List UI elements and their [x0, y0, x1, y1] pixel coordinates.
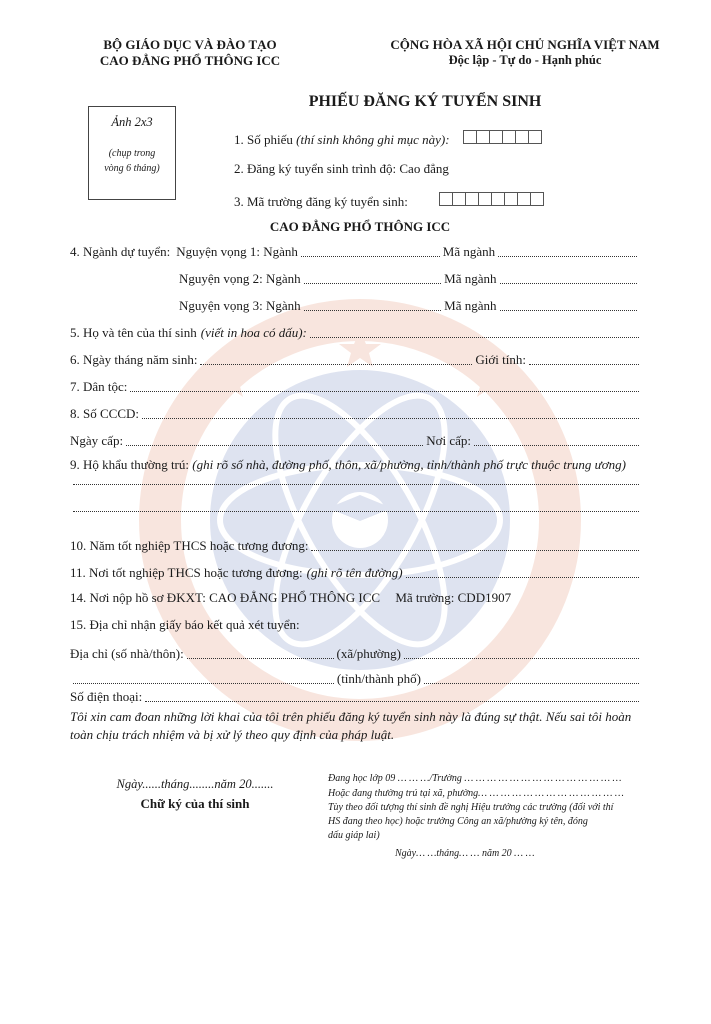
residence-line-2[interactable] — [70, 511, 642, 515]
major-choice-2-label: Nguyện vọng 2: Ngành — [179, 271, 301, 286]
major-code-2-label: Mã ngành — [444, 271, 497, 286]
major-choice-3-label: Nguyện vọng 3: Ngành — [179, 298, 301, 313]
dob-row[interactable] — [70, 352, 642, 368]
confirm-line-2: Hoặc đang thường trú tại xã, phường… … … … … … … … … … … … … — [328, 788, 624, 799]
grad-place-note: (ghi rõ tên đường) — [306, 565, 403, 580]
gender-field[interactable] — [529, 364, 639, 365]
address-field[interactable] — [187, 658, 334, 659]
major-choice-1-field[interactable] — [301, 256, 440, 257]
issue-date-field[interactable] — [126, 445, 423, 446]
photo-note-2: vòng 6 tháng) — [104, 163, 160, 174]
photo-size-label: Ảnh 2x3 — [111, 115, 153, 129]
phone-field[interactable] — [145, 701, 639, 702]
confirm-line-5: dấu giáp lai) — [328, 830, 380, 841]
major-choice-2-row[interactable] — [179, 271, 640, 287]
photo-note-1: (chụp trong — [108, 148, 156, 159]
ticket-number-note: (thí sinh không ghi mục này): — [296, 132, 450, 147]
major-label: 4. Ngành dự tuyển: — [70, 244, 171, 259]
school-name: CAO ĐẲNG PHỔ THÔNG ICC — [99, 53, 281, 68]
confirm-line-4: HS đang theo học) hoặc trưởng Công an xã/phường ký tên, đóng — [328, 816, 588, 827]
full-name-label: 5. Họ và tên của thí sinh — [70, 325, 197, 340]
province-prefix-field[interactable] — [73, 683, 334, 684]
grad-place-field[interactable] — [406, 577, 639, 578]
full-name-note: (viết in hoa có dấu): — [200, 325, 307, 340]
dob-label: 6. Ngày tháng năm sinh: — [70, 352, 198, 367]
residence-field-2[interactable] — [73, 511, 639, 512]
issue-row[interactable] — [70, 433, 642, 449]
school-code-boxes[interactable] — [439, 192, 544, 206]
ticket-number-boxes — [463, 130, 542, 144]
id-number-row[interactable] — [70, 406, 642, 422]
residence-label: 9. Hộ khẩu thường trú: — [70, 457, 189, 472]
republic-name: CỘNG HÒA XÃ HỘI CHỦ NGHĨA VIỆT NAM — [390, 37, 660, 52]
result-address-label: 15. Địa chỉ nhận giấy báo kết quả xét tuyển: — [70, 617, 300, 632]
submit-place-label: 14. Nơi nộp hồ sơ ĐKXT: CAO ĐẲNG PHỔ THÔNG ICC — [70, 590, 381, 605]
school-code-label: 3. Mã trường đăng ký tuyển sinh: — [234, 194, 408, 209]
issue-place-field[interactable] — [474, 445, 639, 446]
major-code-1-label: Mã ngành — [442, 244, 496, 259]
province-row[interactable] — [70, 671, 642, 687]
address-label: Địa chỉ (số nhà/thôn): — [70, 646, 184, 661]
declaration-line-1: Tôi xin cam đoan những lời khai của tôi trên phiếu đăng ký tuyển sinh này là đúng sự thật. Nếu sai tôi hoàn — [70, 709, 632, 724]
major-choice-1-label: Nguyện vọng 1: Ngành — [176, 244, 298, 259]
ward-field[interactable] — [404, 658, 639, 659]
ethnicity-label: 7. Dân tộc: — [70, 379, 128, 394]
confirm-line-1: Đang học lớp 09 … … …/Trường … … … … … … … … … … … … … … — [328, 773, 622, 784]
id-number-field[interactable] — [142, 418, 639, 419]
major-code-3-label: Mã ngành — [444, 298, 497, 313]
submit-place-row — [70, 590, 511, 606]
photo-placeholder[interactable] — [88, 106, 176, 200]
full-name-field[interactable] — [310, 337, 639, 338]
address-row[interactable] — [70, 646, 642, 662]
grad-place-label: 11. Nơi tốt nghiệp THCS hoặc tương đương: — [70, 565, 303, 580]
grad-year-row[interactable] — [70, 538, 642, 554]
grad-year-label: 10. Năm tốt nghiệp THCS hoặc tương đương: — [70, 538, 309, 553]
school-code-value: Mã trường: CDD1907 — [395, 590, 512, 605]
major-choice-3-row[interactable] — [179, 298, 640, 314]
gender-label: Giới tính: — [475, 352, 526, 367]
declaration-line-2: toàn chịu trách nhiệm và bị xử lý theo quy định của pháp luật. — [70, 727, 395, 742]
residence-note: (ghi rõ số nhà, đường phố, thôn, xã/phường, tỉnh/thành phố trực thuộc trung ương) — [192, 457, 626, 472]
grad-place-row[interactable] — [70, 565, 642, 581]
confirm-line-3: Tùy theo đối tượng thí sinh đề nghị Hiệu trưởng các trường (đối với thí — [328, 802, 614, 813]
confirm-date: Ngày… …tháng… … năm 20 … … — [395, 848, 535, 859]
full-name-row[interactable] — [70, 325, 642, 341]
ward-label: (xã/phường) — [336, 646, 401, 661]
grad-year-field[interactable] — [311, 550, 639, 551]
major-code-2-field[interactable] — [500, 283, 637, 284]
national-motto: Độc lập - Tự do - Hạnh phúc — [448, 53, 602, 67]
form-title: PHIẾU ĐĂNG KÝ TUYỂN SINH — [308, 93, 542, 110]
province-label: (tỉnh/thành phố) — [336, 671, 421, 686]
province-field[interactable] — [424, 683, 639, 684]
major-code-3-field[interactable] — [500, 310, 637, 311]
major-choice-2-field[interactable] — [304, 283, 441, 284]
residence-line-1[interactable] — [70, 484, 642, 488]
issue-date-label: Ngày cấp: — [70, 433, 124, 448]
major-choice-1-row[interactable] — [70, 244, 640, 260]
dob-field[interactable] — [200, 364, 472, 365]
residence-field-1[interactable] — [73, 484, 639, 485]
phone-row[interactable] — [70, 689, 642, 705]
residence-row — [70, 457, 626, 473]
ethnicity-field[interactable] — [130, 391, 639, 392]
signature-label: Chữ ký của thí sinh — [140, 796, 250, 811]
major-code-1-field[interactable] — [498, 256, 637, 257]
ticket-number-row — [234, 130, 542, 148]
school-heading: CAO ĐẲNG PHỔ THÔNG ICC — [269, 219, 451, 234]
signature-date[interactable]: Ngày......tháng........năm 20....... — [116, 777, 274, 791]
phone-label: Số điện thoại: — [70, 689, 143, 704]
level-row: 2. Đăng ký tuyển sinh trình độ: Cao đẳng — [234, 161, 449, 176]
ethnicity-row[interactable] — [70, 379, 642, 395]
ticket-number-label: 1. Số phiếu — [234, 132, 293, 147]
issue-place-label: Nơi cấp: — [426, 433, 471, 448]
school-code-row — [234, 192, 544, 210]
id-number-label: 8. Số CCCD: — [70, 406, 139, 421]
ministry-name: BỘ GIÁO DỤC VÀ ĐÀO TẠO — [103, 37, 277, 52]
major-choice-3-field[interactable] — [304, 310, 441, 311]
